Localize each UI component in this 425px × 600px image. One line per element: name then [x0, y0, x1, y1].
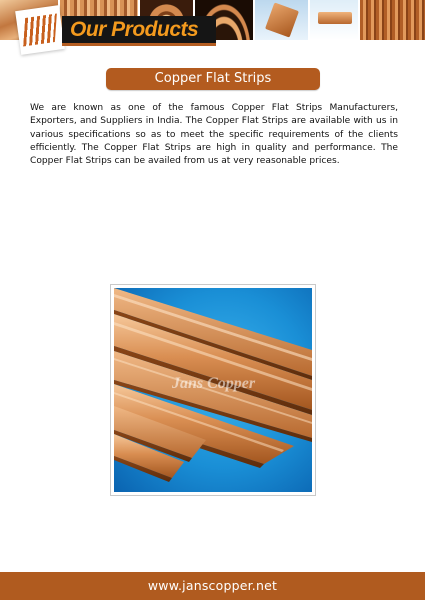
product-thumbnail-image	[255, 0, 310, 40]
logo-stripes-icon	[23, 13, 57, 46]
footer-bar	[0, 572, 425, 600]
product-title-bar	[106, 68, 320, 90]
product-description: We are known as one of the famous Copper Flat Strips Manufacturers, Exporters, and Suppliers in India. The Copper Flat Strips are available with us in various specifications so as to meet the specific requirements of the clients efficiently. The Copper Flat Strips are high in quality and performance. The Copper Flat Strips can be availed from us at very reasonable prices.	[30, 103, 398, 167]
badge-label: Our Products	[70, 18, 199, 41]
product-photo	[111, 285, 315, 495]
product-title: Copper Flat Strips	[154, 71, 272, 86]
photo-watermark: Jans Copper	[172, 375, 256, 392]
copper-strips-illustration	[114, 288, 312, 492]
product-thumbnail-image	[360, 0, 425, 40]
header-banner	[0, 0, 425, 50]
product-thumbnail-image	[310, 0, 360, 40]
section-badge	[62, 16, 216, 46]
website-link[interactable]: www.janscopper.net	[147, 578, 278, 593]
company-logo	[15, 5, 65, 55]
